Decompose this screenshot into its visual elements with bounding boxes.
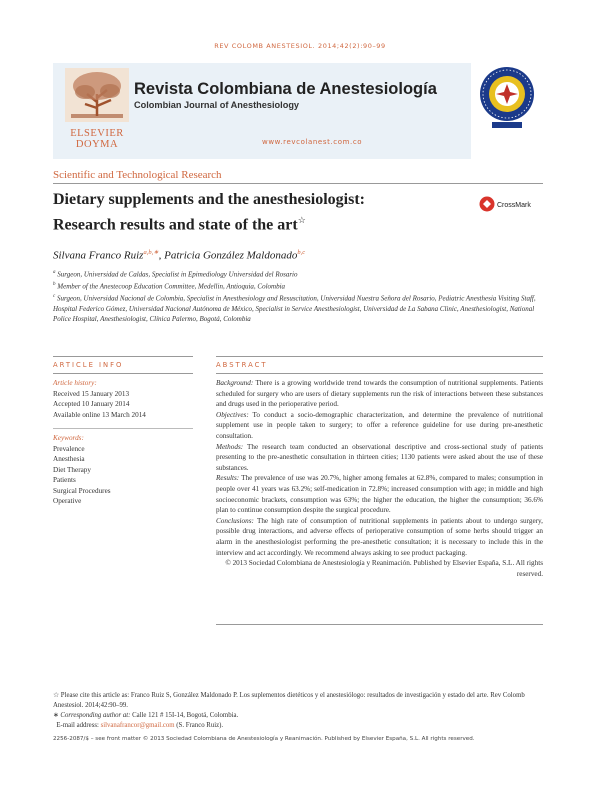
affiliation-a-mark: a (53, 270, 56, 275)
email-footnote (53, 721, 543, 731)
author-1-name[interactable]: Silvana Franco Ruiz (53, 249, 144, 262)
corresponding-footnote (53, 711, 543, 721)
abstract-body (216, 378, 543, 579)
abstract-end-rule (216, 624, 543, 625)
publisher-line-1: ELSEVIER (70, 128, 124, 139)
affiliations (53, 268, 548, 325)
email-suffix: (S. Franco Ruiz). (176, 722, 224, 729)
abstract-results-text: The prevalence of use was 20.7%, higher among females at 62.8%, compared to males; consumption in people over 41 years was 63.2%; self-medication in 72.8%; increased consumption with age; in middle and high socioeconomic brackets, consumption was 63%; the higher the education, the higher the consumption; 36.6% plan to continue consumption despite the surgical procedure. (216, 474, 543, 515)
keyword-item: Operative (53, 497, 82, 505)
journal-url-link[interactable]: www.revcolanest.com.co (262, 138, 363, 146)
abstract-results (216, 473, 543, 515)
affiliation-b-mark: b (53, 281, 56, 287)
corresponding-label: Corresponding author at: (60, 712, 131, 719)
history-online: Available online 13 March 2014 (53, 410, 146, 419)
front-matter-line: 2256-2087/$ – see front matter © 2013 Sociedad Colombiana de Anestesiología y Reanimación. Published by Elsevier España, S.L. All rights reserved. (53, 736, 475, 742)
author-list (53, 248, 305, 262)
keyword-item: Diet Therapy (53, 465, 91, 474)
article-info-rule-bottom (53, 373, 193, 374)
info-divider (53, 428, 193, 429)
article-info-rule-top (53, 356, 193, 357)
keyword-item: Prevalence (53, 444, 85, 453)
abstract-objectives-text: To conduct a socio-demographic characterization, and determine the prevalence of nutritional supplement use in people taken to surgery; to offer a reference guideline for use during pre-anesthetic consultation. (216, 410, 544, 440)
corresponding-address: Calle 121 # 15I-14, Bogotá, Colombia. (132, 712, 239, 719)
abstract-objectives (216, 410, 543, 442)
history-received: Received 15 January 2013 (53, 389, 130, 398)
author-1-affil-marks: a,b,∗ (143, 249, 159, 256)
abstract-conclusions (216, 516, 543, 558)
citation-text: Please cite this article as: Franco Ruiz S, González Maldonado P. Los suplementos dietéticos y el anestesiólogo: resultados de investigación y estado del arte. Rev Colomb Anestesiol. 2014;42:90–99. (53, 692, 525, 709)
affiliation-a-text: Surgeon, Universidad de Caldas, Specialist in Epimediology Universidad del Rosario (57, 270, 298, 279)
footnotes (53, 691, 543, 731)
corresponding-mark: ∗ (53, 712, 59, 719)
abstract-objectives-label: Objectives: (216, 410, 249, 419)
abstract-rule-top (216, 356, 543, 357)
author-2-affil-marks: b,c (297, 249, 306, 256)
title-line-1: Dietary supplements and the anesthesiologist: (53, 191, 366, 208)
citation-footnote (53, 691, 543, 711)
article-title (53, 190, 473, 235)
history-accepted: Accepted 10 January 2014 (53, 400, 130, 408)
abstract-background-text: There is a growing worldwide trend towards the consumption of nutritional supplements. Patients scheduled for surgery who are users of dietary supplements run the risk of interactions between these substances and drugs used in the perioperative period. (216, 379, 543, 409)
history-label: Article history: (53, 379, 97, 387)
affiliation-c-text: Surgeon, Universidad Nacional de Colombia, Specialist in Anesthesiology and Resuscitation, Universidad Nuestra Señora del Rosario, Pediatric Anesthesia Visiting Staff, Hospital Federico Gómez, Universidad Nacional Autónoma de México, Specialist in Service Anesthesiologist, Universidad de La Sabana Clinic, Anesthesiologist, National Police Hospital, Anesthesiologist, Clínica Palermo, Bogotá, Colombia (53, 294, 536, 324)
email-link[interactable]: silvanafrancor@gmail.com (100, 722, 175, 729)
publisher-line-2: DOYMA (75, 139, 119, 150)
abstract-heading: ABSTRACT (216, 361, 268, 369)
affiliation-b-text: Member of the Anestecoop Education Committee, Medellin, Antioquia, Colombia (57, 282, 286, 291)
author-separator: , (158, 249, 165, 262)
running-head: REV COLOMB ANESTESIOL. 2014;42(2):90–99 (214, 42, 386, 50)
abstract-background (216, 378, 543, 410)
crossmark-badge[interactable] (479, 195, 543, 213)
title-footnote-mark: ☆ (297, 215, 306, 225)
elsevier-tree-logo (57, 64, 137, 124)
citation-mark: ☆ (53, 692, 60, 699)
abstract-copyright: © 2013 Sociedad Colombiana de Anestesiología y Reanimación. Published by Elsevier España, S.L. All rights reserved. (225, 559, 543, 578)
abstract-conclusions-label: Conclusions: (216, 516, 254, 525)
society-seal-icon (478, 64, 536, 132)
affiliation-b (53, 280, 548, 292)
journal-subtitle: Colombian Journal of Anesthesiology (134, 100, 300, 110)
abstract-background-label: Background: (216, 379, 254, 387)
crossmark-label: CrossMark (497, 202, 531, 209)
title-line-2 (53, 210, 473, 235)
journal-title: Revista Colombiana de Anestesiología (134, 80, 437, 98)
abstract-methods (216, 442, 543, 474)
title-line-2-text: Research results and state of the art (53, 216, 298, 234)
abstract-conclusions-text: The high rate of consumption of nutritional supplements in patients about to undergo surgery, possible drug interactions, and adverse effects of perioperative consumption of some herbs should trigger an alarm in the anesthesiologist performing the pre-anesthetic consultation; it is necessary to include this in the interview and act accordingly. We recommend always asking to see product packaging. (216, 516, 543, 557)
keyword-item: Anesthesia (53, 455, 85, 463)
section-divider (53, 183, 543, 184)
affiliation-c-mark: c (53, 293, 56, 299)
email-label: E-mail address: (56, 722, 99, 729)
article-info (53, 378, 193, 507)
abstract-rule-bottom (216, 373, 543, 374)
article-info-heading: ARTICLE INFO (53, 361, 124, 369)
article-section-label: Scientific and Technological Research (53, 169, 222, 181)
keyword-item: Patients (53, 476, 76, 484)
abstract-results-label: Results: (216, 474, 240, 483)
affiliation-a (53, 268, 548, 280)
affiliation-c (53, 292, 548, 325)
keywords-label: Keywords: (53, 434, 84, 442)
abstract-methods-label: Methods: (216, 442, 244, 451)
publisher-wordmark (57, 128, 137, 150)
abstract-methods-text: The research team conducted an observational descriptive and cross-sectional study of patients presenting to the pre-anesthetic consultation in thirteen cities; 1130 patients were asked about the use of these substances. (216, 442, 543, 472)
keyword-item: Surgical Procedures (53, 486, 111, 495)
author-2-name[interactable]: Patricia González Maldonado (164, 249, 298, 262)
